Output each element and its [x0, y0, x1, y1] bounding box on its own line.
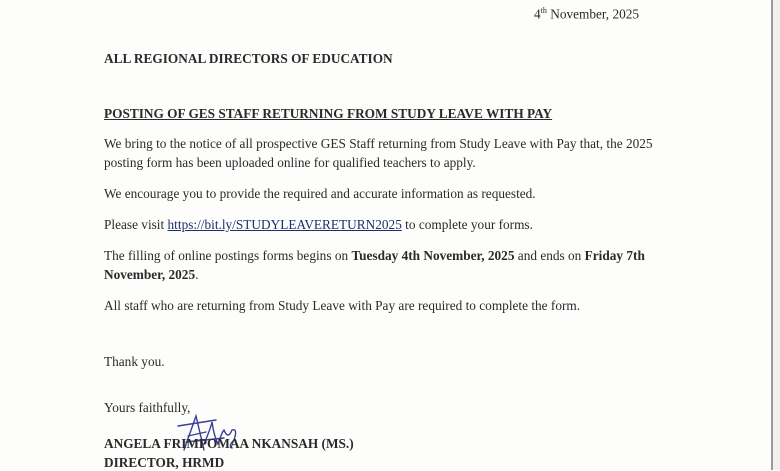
paragraph-1-line-2: posting form has been uploaded online for qualified teachers to apply.	[104, 155, 476, 170]
paragraph-5: All staff who are returning from Study Leave with Pay are required to complete the form.	[104, 298, 581, 313]
form-link[interactable]: https://bit.ly/STUDYLEAVERETURN2025	[167, 217, 402, 232]
signatory-title: DIRECTOR, HRMD	[104, 455, 225, 470]
paragraph-4-line-2: November, 2025.	[104, 267, 199, 282]
subject-heading: POSTING OF GES STAFF RETURNING FROM STUDY LEAVE WITH PAY	[104, 106, 553, 121]
addressee: ALL REGIONAL DIRECTORS OF EDUCATION	[104, 51, 393, 66]
paragraph-4-line-1: The filling of online postings forms begins on Tuesday 4th November, 2025 and ends on Friday 7th	[104, 248, 645, 263]
paragraph-1-line-1: We bring to the notice of all prospective GES Staff returning from Study Leave with Pay that, the 2025	[104, 136, 653, 151]
letter-date: 4th November, 2025	[534, 6, 640, 22]
thanks-text: Thank you.	[104, 354, 165, 369]
paragraph-3: Please visit https://bit.ly/STUDYLEAVERETURN2025 to complete your forms.	[104, 217, 533, 232]
paragraph-2: We encourage you to provide the required and accurate information as requested.	[104, 186, 536, 201]
sign-off: Yours faithfully,	[104, 400, 191, 415]
signature-image	[176, 410, 246, 460]
signatory-name: ANGELA FRIMPOMAA NKANSAH (MS.)	[104, 436, 354, 451]
scan-margin	[773, 0, 780, 470]
